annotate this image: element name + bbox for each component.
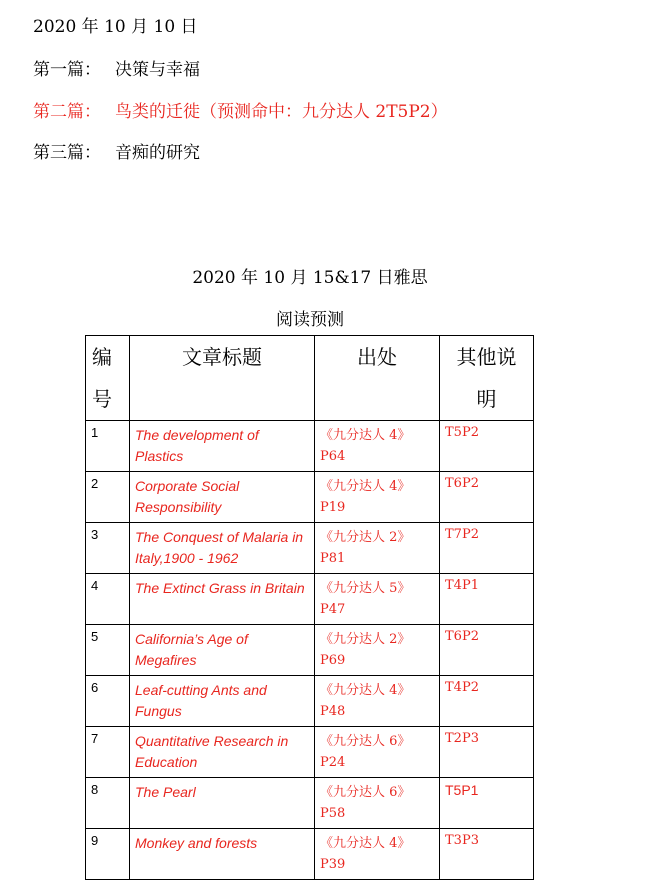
row-num: 8 xyxy=(86,778,130,829)
date-heading: 2020 年 10 月 10 日 xyxy=(33,17,198,37)
row-title: Monkey and forests xyxy=(130,829,315,880)
article-2-text: 鸟类的迁徙（预测命中：九分达人 2T5P2） xyxy=(115,102,448,122)
row-title: California’s Age of Megafires xyxy=(130,625,315,676)
row-note: T4P1 xyxy=(440,574,534,625)
article-3-text: 音痴的研究 xyxy=(115,143,200,163)
row-num: 4 xyxy=(86,574,130,625)
row-title: The Conquest of Malaria in Italy,1900 - 1962 xyxy=(130,523,315,574)
table-row xyxy=(86,421,534,472)
row-title: The development of Plastics xyxy=(130,421,315,472)
row-source: 《九分达人 4》P64 xyxy=(315,421,440,472)
table-row xyxy=(86,829,534,880)
row-title: The Pearl xyxy=(130,778,315,829)
header-source: 出处 xyxy=(315,336,440,421)
row-title: The Extinct Grass in Britain xyxy=(130,574,315,625)
row-num: 7 xyxy=(86,727,130,778)
row-title: Corporate Social Responsibility xyxy=(130,472,315,523)
table-row xyxy=(86,727,534,778)
row-note: T6P2 xyxy=(440,625,534,676)
section-subtitle: 阅读预测 xyxy=(276,310,344,330)
row-source: 《九分达人 6》P58 xyxy=(315,778,440,829)
row-note: T2P3 xyxy=(440,727,534,778)
table-row xyxy=(86,472,534,523)
article-line-1 xyxy=(33,55,200,80)
row-note: T6P2 xyxy=(440,472,534,523)
row-source: 《九分达人 2》P69 xyxy=(315,625,440,676)
row-note: T7P2 xyxy=(440,523,534,574)
article-line-2 xyxy=(33,97,448,122)
row-source: 《九分达人 2》P81 xyxy=(315,523,440,574)
article-1-label: 第一篇： xyxy=(33,60,101,80)
table-row xyxy=(86,778,534,829)
row-note: T5P1 xyxy=(440,778,534,829)
row-title: Leaf-cutting Ants and Fungus xyxy=(130,676,315,727)
row-source: 《九分达人 6》P24 xyxy=(315,727,440,778)
table-header-row xyxy=(86,336,534,421)
article-line-3 xyxy=(33,138,200,163)
row-num: 3 xyxy=(86,523,130,574)
row-num: 2 xyxy=(86,472,130,523)
row-num: 9 xyxy=(86,829,130,880)
row-num: 6 xyxy=(86,676,130,727)
row-note: T3P3 xyxy=(440,829,534,880)
row-title: Quantitative Research in Education xyxy=(130,727,315,778)
article-2-label: 第二篇： xyxy=(33,102,101,122)
table-row xyxy=(86,523,534,574)
header-note: 其他说 明 xyxy=(440,336,534,421)
header-num: 编 号 xyxy=(86,336,130,421)
table-row xyxy=(86,625,534,676)
prediction-table xyxy=(85,335,534,880)
article-3-label: 第三篇： xyxy=(33,143,101,163)
row-num: 1 xyxy=(86,421,130,472)
row-source: 《九分达人 5》P47 xyxy=(315,574,440,625)
row-source: 《九分达人 4》P19 xyxy=(315,472,440,523)
header-title: 文章标题 xyxy=(130,336,315,421)
row-source: 《九分达人 4》P48 xyxy=(315,676,440,727)
row-note: T5P2 xyxy=(440,421,534,472)
article-1-text: 决策与幸福 xyxy=(115,60,200,80)
table-row xyxy=(86,574,534,625)
row-num: 5 xyxy=(86,625,130,676)
row-note: T4P2 xyxy=(440,676,534,727)
section-title: 2020 年 10 月 15&17 日雅思 xyxy=(192,268,428,288)
table-row xyxy=(86,676,534,727)
row-source: 《九分达人 4》P39 xyxy=(315,829,440,880)
